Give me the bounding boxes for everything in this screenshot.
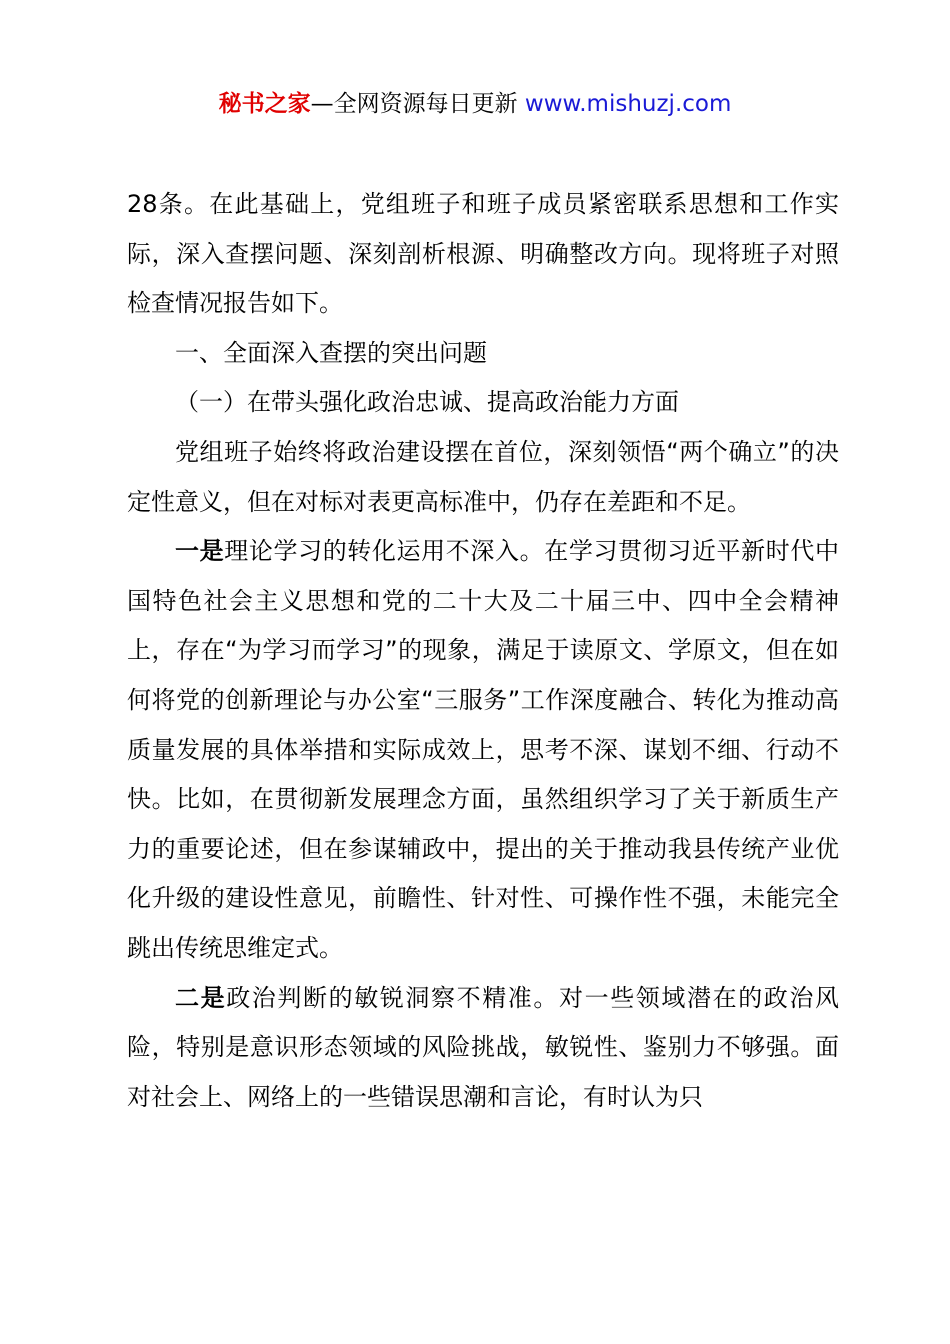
paragraph-point-one (127, 527, 839, 973)
paragraph-point-two (127, 974, 839, 1123)
point-lead: 二是 (175, 983, 227, 1012)
paragraph-text: 政治判断的敏锐洞察不精准。对一些领域潜在的政治风险，特别是意识形态领域的风险挑战，敏锐性、鉴别力不够强。面对社会上、网络上的一些错误思潮和言论，有时认为只 (127, 983, 840, 1111)
section-heading-text: 一、全面深入查摆的突出问题 (175, 338, 487, 367)
point-lead: 一是 (175, 537, 225, 566)
paragraph-text: 党组班子始终将政治建设摆在首位，深刻领悟“两个确立”的决定性意义，但在对标对表更高标准中，仍存在差距和不足。 (127, 437, 839, 516)
paragraph-text: 理论学习的转化运用不深入。在学习贯彻习近平新时代中国特色社会主义思想和党的二十大及二十届三中、四中全会精神上，存在“为学习而学习”的现象，满足于读原文、学原文，但在如何将党的创新理论与办公室“三服务”工作深度融合、转化为推动高质量发展的具体举措和实际成效上，思考不深、谋划不细、行动不快。比如，在贯彻新发展理念方面，虽然组织学习了关于新质生产力的重要论述，但在参谋辅政中，提出的关于推动我县传统产业优化升级的建设性意见，前瞻性、针对性、可操作性不强，未能完全跳出传统思维定式。 (127, 537, 840, 962)
document-body (127, 180, 839, 1122)
site-tagline: —全网资源每日更新 (310, 91, 525, 117)
subsection-heading-text: （一）在带头强化政治忠诚、提高政治能力方面 (175, 388, 679, 417)
paragraph-text: 28条。在此基础上，党组班子和班子成员紧密联系思想和工作实际，深入查摆问题、深刻剖析根源、明确整改方向。现将班子对照检查情况报告如下。 (127, 190, 839, 318)
site-url-link[interactable]: www.mishuzj.com (524, 91, 732, 117)
paragraph-continued (127, 180, 839, 329)
site-header (0, 86, 950, 122)
section-heading (127, 329, 839, 379)
subsection-heading (127, 378, 839, 428)
site-brand: 秘书之家 (218, 91, 311, 117)
paragraph (127, 428, 839, 527)
